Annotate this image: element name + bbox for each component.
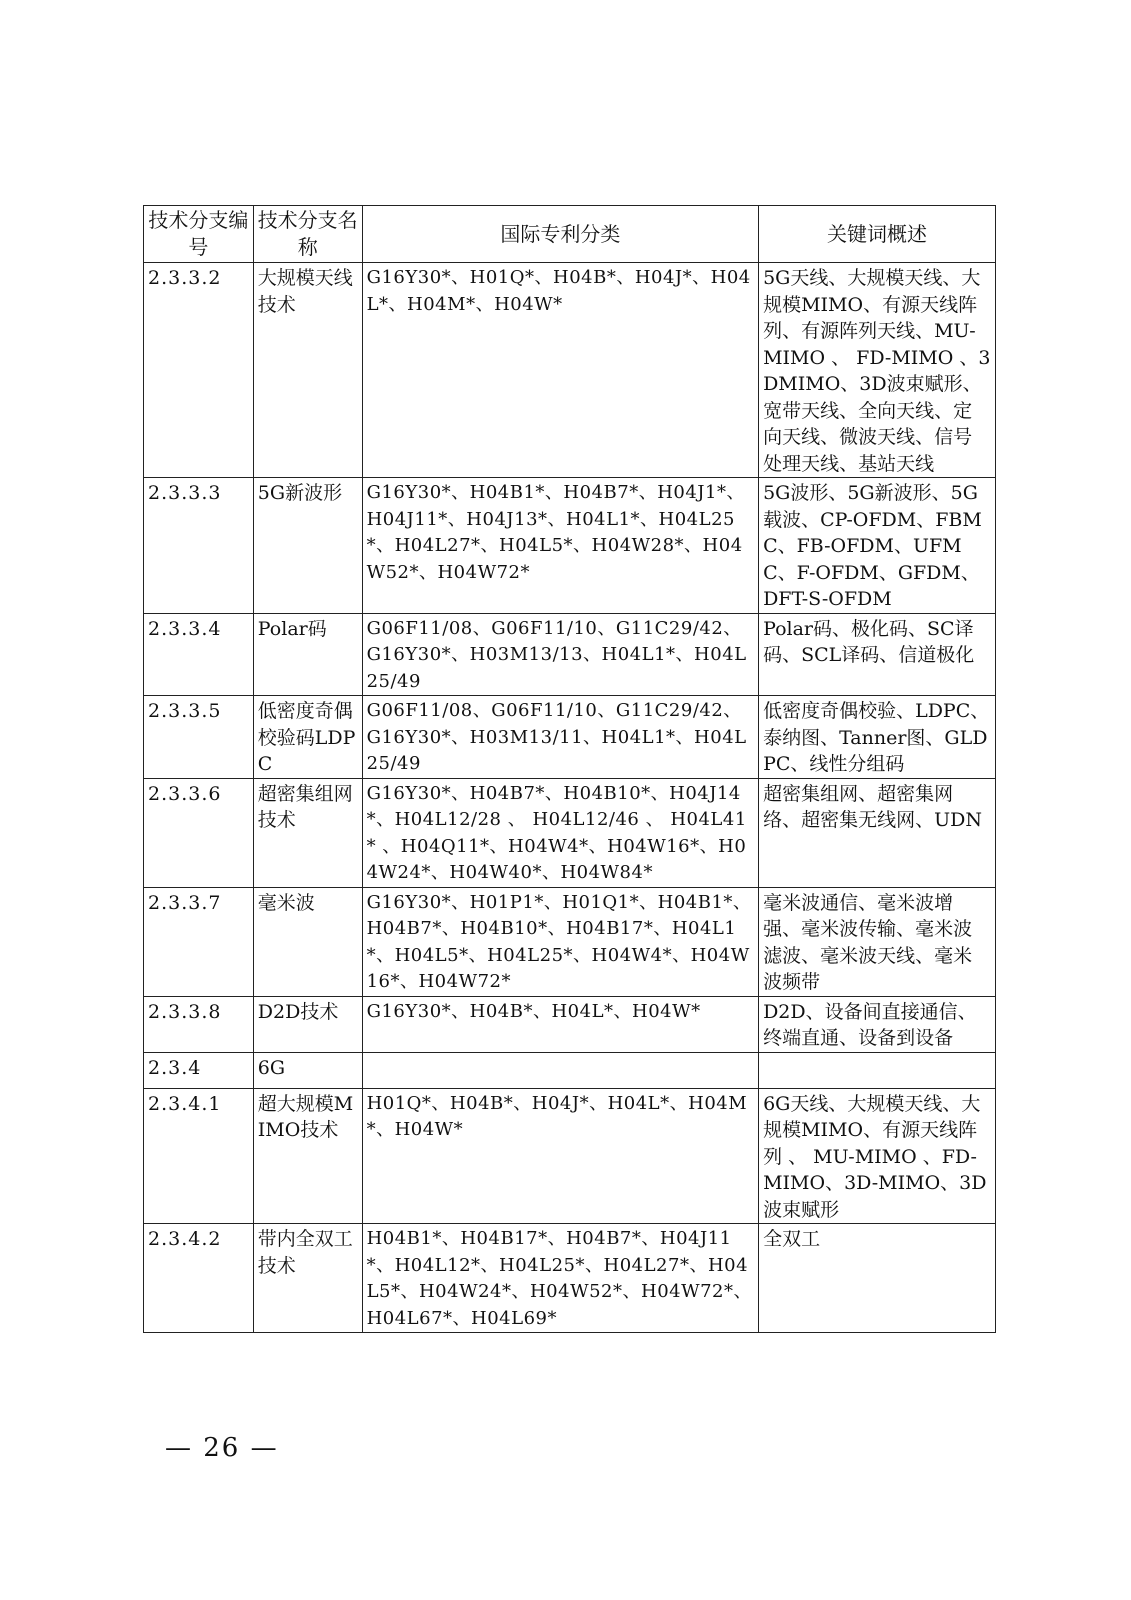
row-ipc: H04B1*、H04B17*、H04B7*、H04J11*、H04L12*、H04L25*、H04L27*、H04L5*、H04W24*、H04W52*、H04W72*、H04L67*、H04L69* <box>362 1224 759 1333</box>
row-name: 毫米波 <box>253 887 362 996</box>
row-code: 2.3.3.5 <box>144 696 254 779</box>
row-name: 超大规模MIMO技术 <box>253 1088 362 1224</box>
row-name: 6G <box>253 1052 362 1088</box>
row-ipc: G16Y30*、H01Q*、H04B*、H04J*、H04L*、H04M*、H04W* <box>362 263 759 478</box>
row-name: 超密集组网技术 <box>253 778 362 887</box>
table-row <box>144 1088 996 1224</box>
row-code: 2.3.4.1 <box>144 1088 254 1224</box>
row-keywords <box>759 1052 996 1088</box>
row-keywords: 6G天线、大规模天线、大规模MIMO、有源天线阵 列 、 MU-MIMO 、FD-MIMO、3D-MIMO、3D波束赋形 <box>759 1088 996 1224</box>
table-row <box>144 478 996 614</box>
row-keywords: 5G天线、大规模天线、大规模MIMO、有源天线阵列、有源阵列天线、MU-MIMO 、 FD-MIMO 、3DMIMO、3D波束赋形、宽带天线、全向天线、定向天线、微波天线、信号处理天线、基站天线 <box>759 263 996 478</box>
row-keywords: Polar码、极化码、SC译码、SCL译码、信道极化 <box>759 613 996 696</box>
row-name: 低密度奇偶校验码LDPC <box>253 696 362 779</box>
table-row <box>144 696 996 779</box>
header-keywords: 关键词概述 <box>759 206 996 263</box>
row-keywords: D2D、设备间直接通信、终端直通、设备到设备 <box>759 996 996 1052</box>
table-row <box>144 996 996 1052</box>
row-name: Polar码 <box>253 613 362 696</box>
table-row <box>144 613 996 696</box>
header-branch-code: 技术分支编号 <box>144 206 254 263</box>
row-code: 2.3.3.7 <box>144 887 254 996</box>
row-ipc: G06F11/08、G06F11/10、G11C29/42、G16Y30*、H03M13/13、H04L1*、H04L25/49 <box>362 613 759 696</box>
header-branch-name: 技术分支名称 <box>253 206 362 263</box>
page-number: — 26 — <box>165 1433 279 1463</box>
table-row <box>144 887 996 996</box>
row-keywords: 5G波形、5G新波形、5G载波、CP-OFDM、FBMC、FB-OFDM、UFMC、F-OFDM、GFDM、DFT-S-OFDM <box>759 478 996 614</box>
row-name: 带内全双工技术 <box>253 1224 362 1333</box>
row-ipc: G16Y30*、H01P1*、H01Q1*、H04B1*、H04B7*、H04B10*、H04B17*、H04L1*、H04L5*、H04L25*、H04W4*、H04W16*、H04W72* <box>362 887 759 996</box>
row-code: 2.3.3.2 <box>144 263 254 478</box>
row-keywords: 超密集组网、超密集网络、超密集无线网、UDN <box>759 778 996 887</box>
row-ipc: G06F11/08、G06F11/10、G11C29/42、G16Y30*、H03M13/11、H04L1*、H04L25/49 <box>362 696 759 779</box>
row-code: 2.3.3.3 <box>144 478 254 614</box>
row-ipc: G16Y30*、H04B1*、H04B7*、H04J1*、H04J11*、H04J13*、H04L1*、H04L25*、H04L27*、H04L5*、H04W28*、H04W52*、H04W72* <box>362 478 759 614</box>
row-code: 2.3.3.8 <box>144 996 254 1052</box>
row-ipc: H01Q*、H04B*、H04J*、H04L*、H04M*、H04W* <box>362 1088 759 1224</box>
header-ipc: 国际专利分类 <box>362 206 759 263</box>
row-keywords: 低密度奇偶校验、LDPC、泰纳图、Tanner图、GLDPC、线性分组码 <box>759 696 996 779</box>
row-ipc: G16Y30*、H04B7*、H04B10*、H04J14*、H04L12/28 、 H04L12/46 、 H04L41* 、H04Q11*、H04W4*、H04W16*、H04W24*、H04W40*、H04W84* <box>362 778 759 887</box>
ipc-classification-table <box>143 205 996 1333</box>
row-name: 大规模天线技术 <box>253 263 362 478</box>
row-code: 2.3.4.2 <box>144 1224 254 1333</box>
table-header-row <box>144 206 996 263</box>
row-keywords: 全双工 <box>759 1224 996 1333</box>
table-row <box>144 1224 996 1333</box>
table-row <box>144 778 996 887</box>
row-code: 2.3.3.4 <box>144 613 254 696</box>
row-name: 5G新波形 <box>253 478 362 614</box>
row-code: 2.3.3.6 <box>144 778 254 887</box>
row-keywords: 毫米波通信、毫米波增强、毫米波传输、毫米波滤波、毫米波天线、毫米波频带 <box>759 887 996 996</box>
table-row <box>144 1052 996 1088</box>
row-ipc: G16Y30*、H04B*、H04L*、H04W* <box>362 996 759 1052</box>
row-code: 2.3.4 <box>144 1052 254 1088</box>
row-name: D2D技术 <box>253 996 362 1052</box>
table-row <box>144 263 996 478</box>
row-ipc <box>362 1052 759 1088</box>
